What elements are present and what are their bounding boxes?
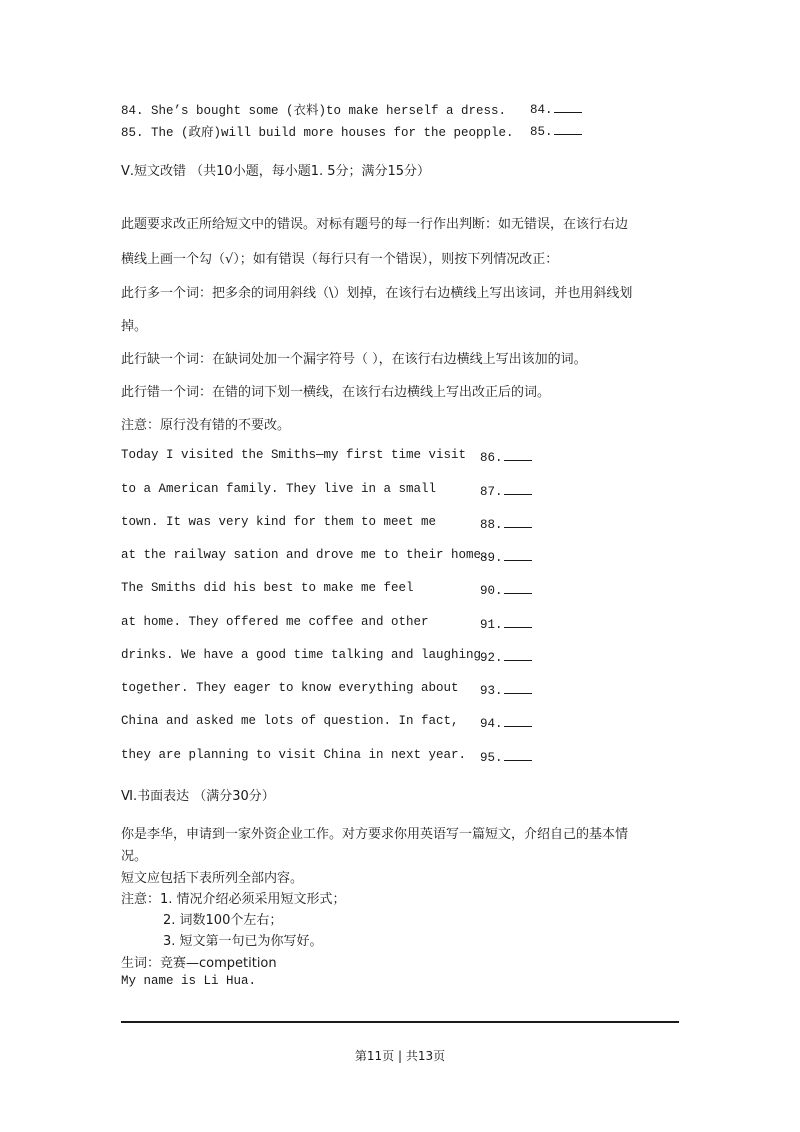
vocab-hint: 生词：竞赛—competition <box>121 956 277 971</box>
answer-slot-92 <box>480 648 532 665</box>
writing-prompt: 短文应包括下表所列全部内容。 <box>121 871 304 886</box>
instruction-line: 掉。 <box>121 319 148 334</box>
answer-number: 88. <box>480 518 503 532</box>
answer-number: 94. <box>480 717 503 731</box>
answer-number: 84. <box>530 103 553 117</box>
page-number: 第11页 | 共13页 <box>354 1049 446 1063</box>
answer-slot-84 <box>530 100 582 117</box>
answer-slot-88 <box>480 515 532 532</box>
answer-blank[interactable] <box>504 448 532 461</box>
answer-blank[interactable] <box>504 615 532 628</box>
answer-blank[interactable] <box>504 515 532 528</box>
opening-sentence: My name is Li Hua. <box>121 974 257 988</box>
passage-line-87: to a American family. They live in a small <box>121 482 437 496</box>
instruction-line: 此行多一个词：把多余的词用斜线（\）划掉，在该行右边横线上写出该词，并也用斜线划 <box>121 286 633 301</box>
answer-number: 90. <box>480 584 503 598</box>
writing-note: 3. 短文第一句已为你写好。 <box>163 934 323 949</box>
writing-prompt: 你是李华，申请到一家外资企业工作。对方要求你用英语写一篇短文，介绍自己的基本情 <box>121 827 629 842</box>
answer-blank[interactable] <box>554 100 582 113</box>
answer-number: 93. <box>480 684 503 698</box>
footer-divider <box>121 1021 679 1023</box>
answer-slot-95 <box>480 748 532 765</box>
passage-line-88: town. It was very kind for them to meet me <box>121 515 437 529</box>
passage-line-92: drinks. We have a good time talking and laughing <box>121 648 482 662</box>
instruction-line: 此题要求改正所给短文中的错误。对标有题号的每一行作出判断：如无错误，在该行右边 <box>121 217 629 232</box>
passage-line-93: together. They eager to know everything about <box>121 681 459 695</box>
answer-slot-93 <box>480 681 532 698</box>
answer-slot-90 <box>480 581 532 598</box>
answer-slot-87 <box>480 482 532 499</box>
vocab-item-85: 85. The (政府)will build more houses for the peopple. <box>121 126 514 140</box>
answer-number: 85. <box>530 125 553 139</box>
instruction-note: 注意：原行没有错的不要改。 <box>121 418 291 433</box>
passage-line-91: at home. They offered me coffee and other <box>121 615 429 629</box>
answer-number: 86. <box>480 451 503 465</box>
answer-number: 92. <box>480 651 503 665</box>
answer-blank[interactable] <box>504 748 532 761</box>
instruction-line: 此行错一个词：在错的词下划一横线，在该行右边横线上写出改正后的词。 <box>121 385 551 400</box>
passage-line-86: Today I visited the Smiths—my first time visit <box>121 448 467 462</box>
passage-line-89: at the railway sation and drove me to their home. <box>121 548 489 562</box>
answer-slot-94 <box>480 714 532 731</box>
writing-note: 2. 词数100个左右； <box>163 913 283 928</box>
section-6-title: Ⅵ.书面表达 （满分30分） <box>121 789 275 804</box>
answer-slot-91 <box>480 615 532 632</box>
answer-blank[interactable] <box>554 122 582 135</box>
passage-line-95: they are planning to visit China in next year. <box>121 748 467 762</box>
passage-line-94: China and asked me lots of question. In fact, <box>121 714 459 728</box>
answer-blank[interactable] <box>504 581 532 594</box>
instruction-line: 此行缺一个词：在缺词处加一个漏字符号（ ），在该行右边横线上写出该加的词。 <box>121 352 587 367</box>
section-5-title: Ⅴ.短文改错 （共10小题，每小题1. 5分；满分15分） <box>121 164 431 179</box>
answer-blank[interactable] <box>504 548 532 561</box>
writing-prompt: 况。 <box>121 849 148 864</box>
passage-line-90: The Smiths did his best to make me feel <box>121 581 414 595</box>
answer-slot-89 <box>480 548 532 565</box>
instruction-line: 横线上画一个勾（√）；如有错误（每行只有一个错误），则按下列情况改正： <box>121 252 559 267</box>
answer-slot-85 <box>530 122 582 139</box>
answer-blank[interactable] <box>504 681 532 694</box>
answer-blank[interactable] <box>504 648 532 661</box>
answer-number: 95. <box>480 751 503 765</box>
answer-blank[interactable] <box>504 482 532 495</box>
answer-slot-86 <box>480 448 532 465</box>
writing-note: 注意：1. 情况介绍必须采用短文形式； <box>121 892 346 907</box>
answer-number: 91. <box>480 618 503 632</box>
answer-blank[interactable] <box>504 714 532 727</box>
answer-number: 87. <box>480 485 503 499</box>
answer-number: 89. <box>480 551 503 565</box>
vocab-item-84: 84. She’s bought some (衣料)to make herself a dress. <box>121 104 507 118</box>
